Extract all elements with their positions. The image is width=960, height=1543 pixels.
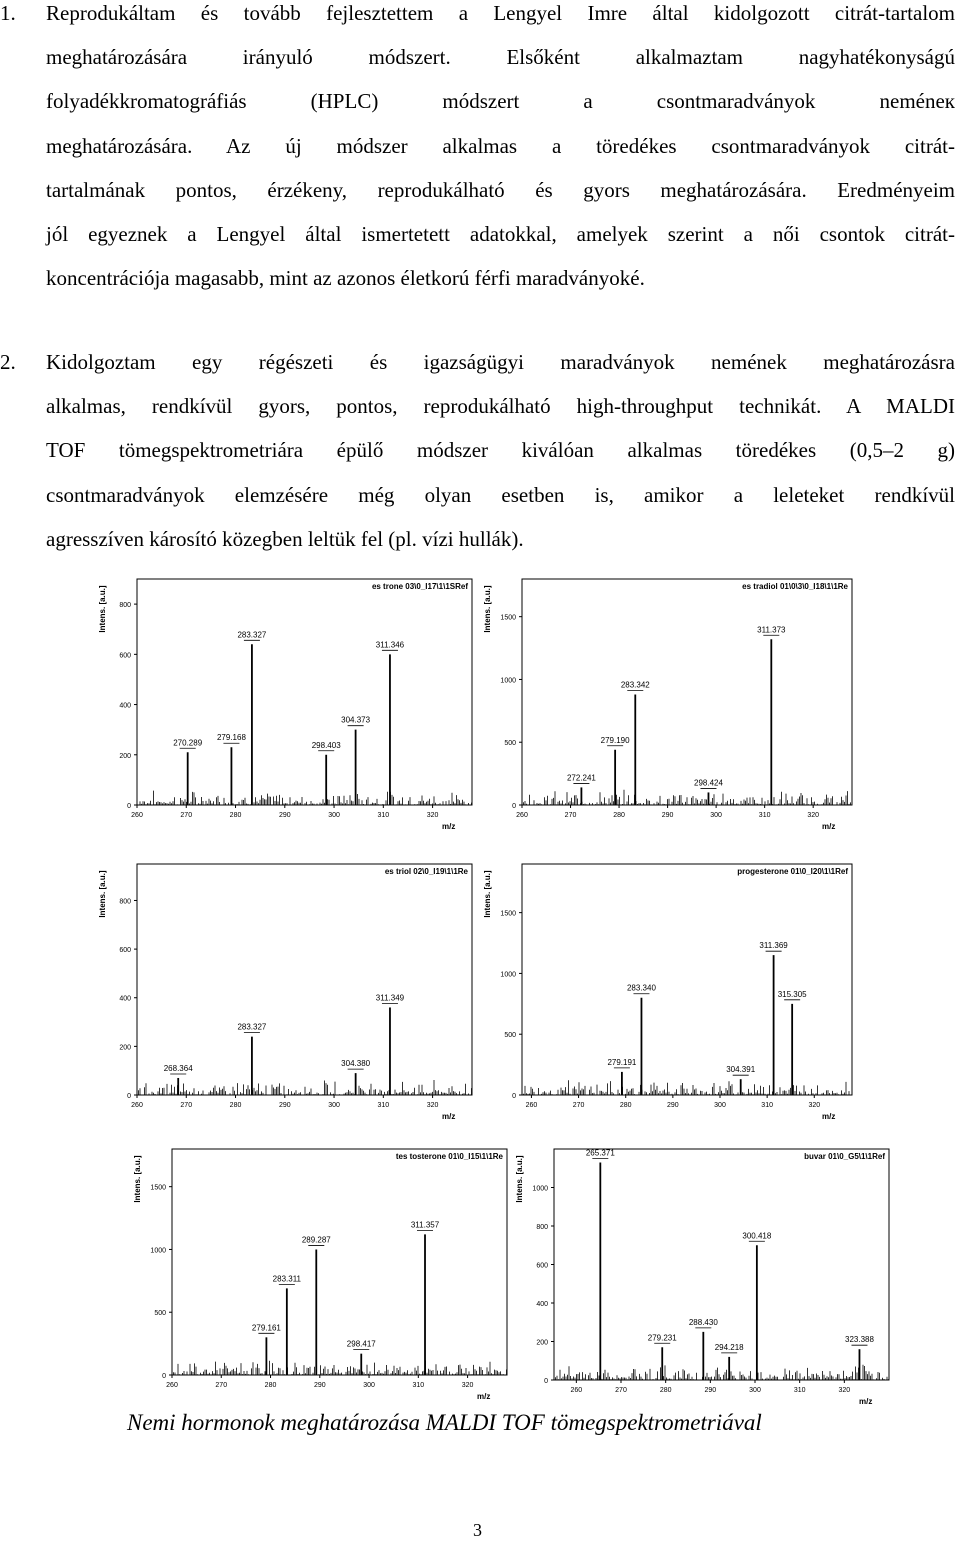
spectrum-title: buvar 01\0_G5\1\1Ref xyxy=(804,1152,885,1161)
text-line: jól egyeznek a Lengyel által ismertetett adatokkal, amelyek szerint a női csontok citrát- xyxy=(46,221,955,246)
peak-label: 323.388 xyxy=(845,1335,874,1345)
figure-caption: Nemi hormonok meghatározása MALDI TOF tömegspektrometriával xyxy=(127,1410,762,1435)
x-tick-label: 300 xyxy=(363,1382,375,1389)
spectrum-progesterone xyxy=(480,850,860,1125)
peak-label: 311.349 xyxy=(375,993,405,1003)
x-tick-label: 270 xyxy=(180,1102,193,1109)
y-tick-label: 1500 xyxy=(500,614,516,622)
text-line: csontmaradványok elemzésére még olyan esetben is, amikor a leleteket rendkívül xyxy=(46,482,955,507)
peak-label: 279.161 xyxy=(251,1323,281,1333)
peak-label: 311.357 xyxy=(410,1220,440,1230)
peak-label: 265.371 xyxy=(585,1148,615,1158)
x-axis-label: m/z xyxy=(442,822,456,831)
paragraph-2 xyxy=(46,340,955,561)
y-tick-label: 1000 xyxy=(150,1247,166,1255)
plot-frame xyxy=(137,864,472,1095)
peak-label: 279.190 xyxy=(600,735,630,745)
baseline-noise xyxy=(137,1080,472,1095)
text-line: Kidolgoztam egy régészeti és igazságügyi maradványok nemének meghatározásra xyxy=(46,350,955,374)
x-tick-label: 320 xyxy=(461,1382,474,1389)
spectrum-estrone xyxy=(95,565,480,835)
peak-label: 304.373 xyxy=(341,715,371,725)
x-tick-label: 270 xyxy=(615,1387,627,1394)
peak-label: 304.391 xyxy=(726,1065,756,1075)
x-tick-label: 270 xyxy=(180,812,193,819)
x-axis-label: m/z xyxy=(859,1397,873,1406)
x-axis-label: m/z xyxy=(822,1112,836,1121)
peak-label: 289.287 xyxy=(301,1235,331,1245)
peak-label: 298.403 xyxy=(311,740,341,750)
y-tick-label: 500 xyxy=(154,1310,166,1318)
plot-frame xyxy=(172,1149,507,1375)
plot-frame xyxy=(522,579,852,805)
peak-label: 279.168 xyxy=(216,733,246,743)
x-tick-label: 310 xyxy=(793,1387,806,1394)
spectrum-testosterone xyxy=(130,1135,515,1405)
baseline-noise xyxy=(522,790,851,805)
list-number: 2. xyxy=(0,350,16,374)
peak-label: 279.231 xyxy=(647,1333,677,1343)
y-tick-label: 0 xyxy=(512,1093,516,1100)
peak-label: 268.364 xyxy=(163,1063,193,1073)
peak-label: 288.430 xyxy=(688,1317,718,1327)
x-tick-label: 260 xyxy=(166,1382,178,1389)
y-tick-label: 500 xyxy=(504,740,516,748)
baseline-noise xyxy=(172,1360,507,1375)
x-tick-label: 300 xyxy=(749,1387,761,1394)
x-tick-label: 320 xyxy=(807,812,820,819)
peak-label: 304.380 xyxy=(341,1059,371,1069)
spectrum-title: es tradiol 01\0\3\0_I18\1\1Re xyxy=(742,582,848,591)
x-tick-label: 270 xyxy=(572,1102,585,1109)
x-tick-label: 260 xyxy=(516,812,528,819)
spectrum-estriol xyxy=(95,850,480,1125)
peak-label: 311.369 xyxy=(759,941,788,951)
x-tick-label: 280 xyxy=(613,812,625,819)
peak-label: 298.417 xyxy=(346,1339,376,1349)
x-tick-label: 270 xyxy=(564,812,577,819)
spectrum-title: es triol 02\0_I19\1\1Re xyxy=(384,867,468,876)
x-tick-label: 290 xyxy=(278,1102,291,1109)
x-tick-label: 290 xyxy=(704,1387,717,1394)
x-tick-label: 320 xyxy=(426,812,439,819)
y-tick-label: 400 xyxy=(119,702,131,710)
y-tick-label: 0 xyxy=(512,803,516,810)
x-tick-label: 260 xyxy=(131,812,143,819)
y-tick-label: 600 xyxy=(536,1262,548,1270)
x-tick-label: 280 xyxy=(264,1382,277,1389)
x-tick-label: 310 xyxy=(377,1102,390,1109)
y-axis-label: Intens. [a.u.] xyxy=(133,1155,142,1203)
peak-label: 311.373 xyxy=(757,625,786,635)
text-line: tartalmának pontos, érzékeny, reprodukálható és gyors meghatározására. Eredményeim xyxy=(46,177,955,202)
y-tick-label: 0 xyxy=(162,1373,166,1380)
paragraph-1 xyxy=(46,0,955,300)
x-tick-label: 310 xyxy=(761,1102,773,1109)
x-tick-label: 310 xyxy=(412,1382,425,1389)
y-tick-label: 1500 xyxy=(500,910,516,918)
x-tick-label: 300 xyxy=(328,1102,340,1109)
y-tick-label: 0 xyxy=(544,1378,548,1385)
x-tick-label: 310 xyxy=(377,812,390,819)
y-tick-label: 1000 xyxy=(500,677,516,685)
spectrum-title: es trone 03\0_I17\1\1SRef xyxy=(371,582,468,591)
y-tick-label: 200 xyxy=(119,1044,131,1052)
y-tick-label: 400 xyxy=(119,995,131,1003)
x-axis-label: m/z xyxy=(477,1392,491,1401)
peak-label: 283.340 xyxy=(626,983,656,993)
y-tick-label: 800 xyxy=(119,602,131,610)
page-number: 3 xyxy=(473,1520,482,1540)
spectrum-title: tes tosterone 01\0_I15\1\1Re xyxy=(395,1152,503,1161)
text-line: Reprodukáltam és tovább fejlesztettem a Lengyel Imre által kidolgozott citrát-tartalom xyxy=(46,1,955,25)
baseline-noise xyxy=(554,1365,889,1380)
peak-label: 283.327 xyxy=(237,1022,267,1032)
spectrum-buvar xyxy=(512,1135,897,1410)
text-line: alkalmas, rendkívül gyors, pontos, reprodukálható high-throughput technikát. A MALDI xyxy=(46,394,955,419)
text-line: folyadékkromatográfiás (HPLC) módszert a csontmaradványok neméneк xyxy=(46,89,955,114)
peak-label: 298.424 xyxy=(694,778,723,788)
y-axis-label: Intens. [a.u.] xyxy=(483,585,492,633)
peak-label: 300.418 xyxy=(742,1231,772,1241)
peak-label: 315.305 xyxy=(777,989,807,999)
peak-label: 283.327 xyxy=(237,630,267,640)
y-tick-label: 1000 xyxy=(500,971,516,979)
y-tick-label: 800 xyxy=(119,898,131,906)
text-line: meghatározására irányuló módszert. Elsőként alkalmaztam nagyhatékonyságú xyxy=(46,45,955,70)
y-tick-label: 600 xyxy=(119,947,131,955)
x-tick-label: 270 xyxy=(215,1382,228,1389)
x-tick-label: 320 xyxy=(808,1102,821,1109)
x-tick-label: 320 xyxy=(838,1387,851,1394)
x-tick-label: 290 xyxy=(313,1382,326,1389)
peak-label: 283.311 xyxy=(272,1274,302,1284)
baseline-noise xyxy=(522,1080,851,1095)
y-axis-label: Intens. [a.u.] xyxy=(98,585,107,633)
y-axis-label: Intens. [a.u.] xyxy=(98,870,107,918)
x-tick-label: 260 xyxy=(525,1102,538,1109)
x-tick-label: 280 xyxy=(229,1102,242,1109)
text-line: agresszíven károsító közegben leltük fel (pl. vízi hullák). xyxy=(46,526,524,551)
y-tick-label: 1000 xyxy=(532,1185,548,1193)
x-tick-label: 290 xyxy=(667,1102,679,1109)
peak-label: 270.289 xyxy=(173,738,203,748)
y-axis-label: Intens. [a.u.] xyxy=(483,870,492,918)
x-tick-label: 260 xyxy=(570,1387,583,1394)
text-line: meghatározására. Az új módszer alkalmas a töredékes csontmaradványok citrát- xyxy=(46,133,955,158)
peak-label: 283.342 xyxy=(620,680,650,690)
x-tick-label: 320 xyxy=(426,1102,439,1109)
list-number: 1. xyxy=(0,1,16,25)
y-tick-label: 600 xyxy=(119,652,131,660)
x-tick-label: 280 xyxy=(229,812,242,819)
x-tick-label: 300 xyxy=(714,1102,726,1109)
peak-label: 272.241 xyxy=(566,773,596,783)
y-tick-label: 200 xyxy=(536,1339,548,1347)
x-tick-label: 260 xyxy=(131,1102,143,1109)
x-axis-label: m/z xyxy=(442,1112,456,1121)
y-tick-label: 800 xyxy=(536,1224,548,1231)
y-tick-label: 0 xyxy=(127,1093,131,1100)
x-tick-label: 300 xyxy=(328,812,340,819)
y-tick-label: 0 xyxy=(127,803,131,810)
y-tick-label: 1500 xyxy=(150,1184,166,1192)
x-tick-label: 290 xyxy=(661,812,674,819)
x-tick-label: 290 xyxy=(278,812,291,819)
text-line: TOF tömegspektrometriára épülő módszer kiválóan alkalmas töredékes (0,5–2 g) xyxy=(46,438,955,463)
spectrum-title: progesterone 01\0_I20\1\1Ref xyxy=(737,867,848,876)
x-tick-label: 310 xyxy=(758,812,771,819)
peak-label: 311.346 xyxy=(375,640,405,650)
peak-label: 294.218 xyxy=(714,1342,744,1352)
x-axis-label: m/z xyxy=(822,822,836,831)
peak-label: 279.191 xyxy=(607,1057,637,1067)
y-tick-label: 200 xyxy=(119,752,131,760)
x-tick-label: 300 xyxy=(710,812,722,819)
text-line: koncentrációja magasabb, mint az azonos életkorú férfi maradványoké. xyxy=(46,266,645,291)
spectrum-estradiol xyxy=(480,565,860,835)
plot-frame xyxy=(522,864,852,1095)
x-tick-label: 280 xyxy=(619,1102,632,1109)
y-tick-label: 500 xyxy=(504,1032,516,1040)
x-tick-label: 280 xyxy=(659,1387,672,1394)
y-tick-label: 400 xyxy=(536,1301,548,1308)
y-axis-label: Intens. [a.u.] xyxy=(515,1155,524,1203)
